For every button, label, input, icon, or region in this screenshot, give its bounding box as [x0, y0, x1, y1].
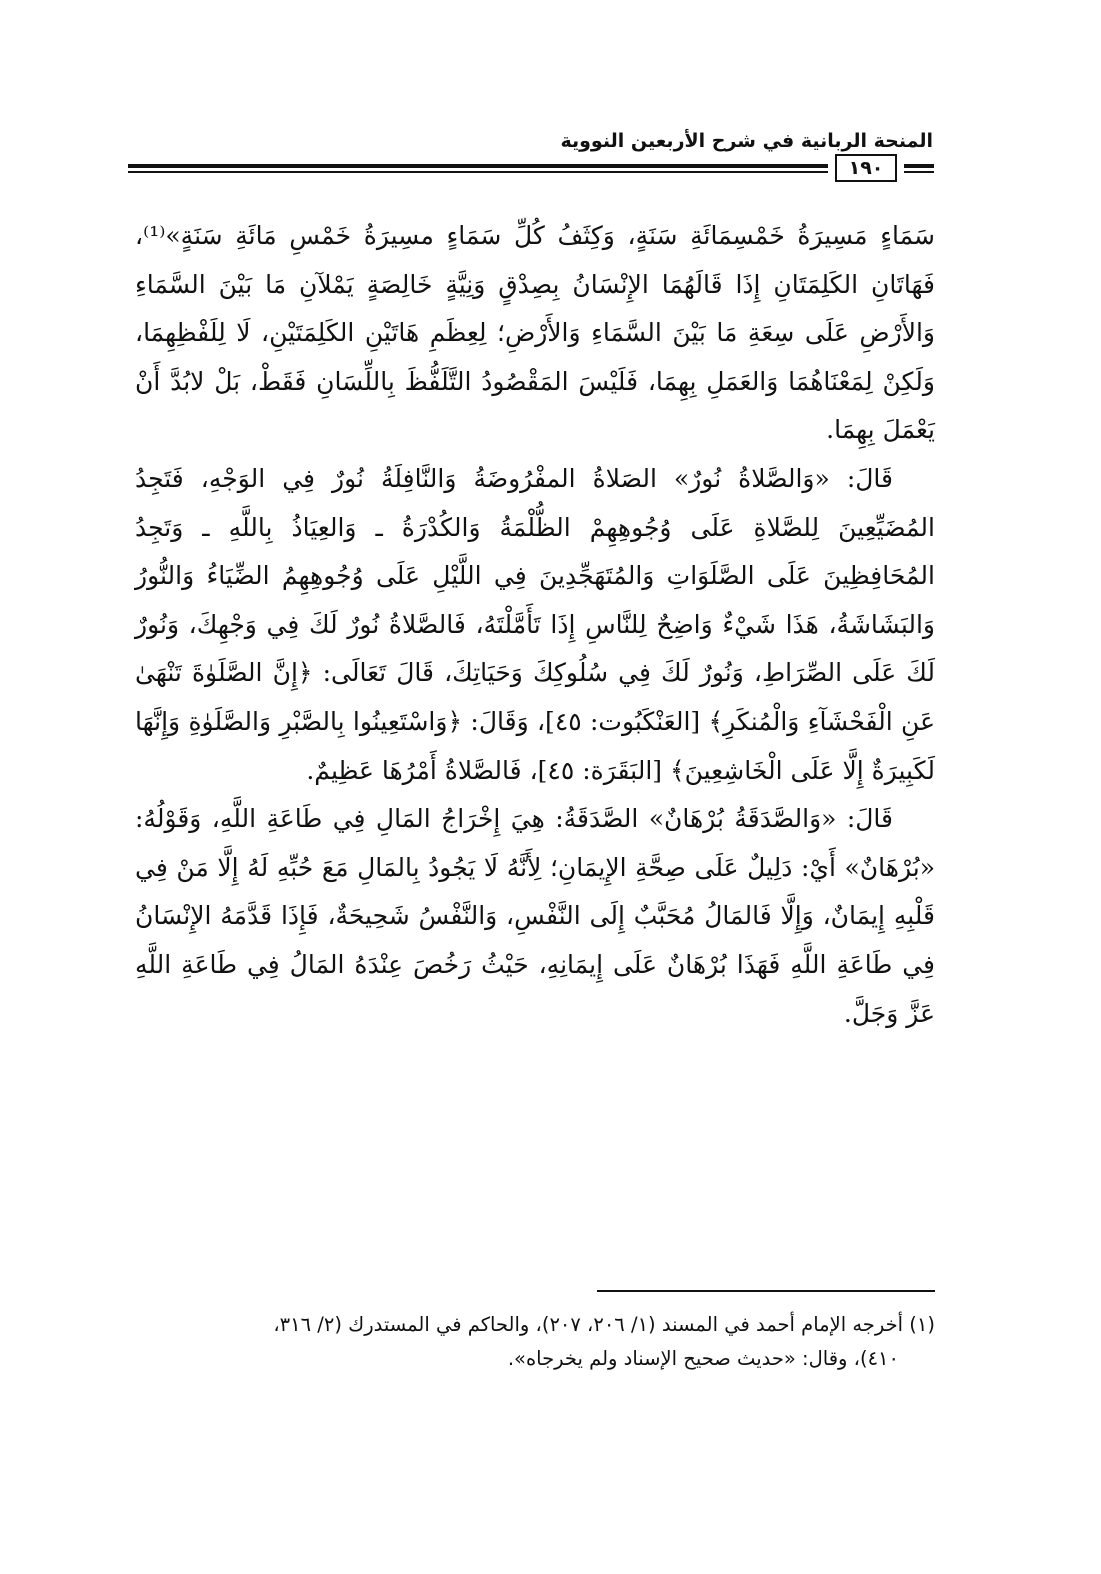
footnote-1-line-1: (١) أخرجه الإمام أحمد في المسند (١/ ٢٠٦، ٢٠٧)، والحاكم في المستدرك (٢/ ٣١٦،	[273, 1313, 935, 1336]
footnote-separator	[597, 1290, 935, 1292]
page-header	[128, 126, 935, 188]
header-rule-right-thin	[904, 171, 934, 173]
paragraph-2: قَالَ: «وَالصَّلاةُ نُورٌ» الصَلاةُ المفْرُوضَةُ وَالنَّافِلَةُ نُورٌ فِي الوَجْهِ، فَتَجِدُ المُضَيِّعِينَ لِلصَّلاةِ عَلَى وُجُوهِهِمْ الظُّلْمَةُ وَالكُدْرَةُ ـ وَالعِيَاذُ بِاللَّهِ ـ وَتَجِدُ المُحَافِظِينَ عَلَى الصَّلَوَاتِ وَالمُتَهَجِّدِينَ فِي اللَّيْلِ عَلَى وُجُوهِهِمُ الضِّيَاءُ وَالنُّورُ وَالبَشَاشَةُ، هَذَا شَيْءٌ وَاضِحٌ لِلنَّاسِ إِذَا تَأَمَّلْتَهُ، فَالصَّلاةُ نُورٌ لَكَ فِي وَجْهِكَ، وَنُورٌ لَكَ عَلَى الصِّرَاطِ، وَنُورٌ لَكَ فِي سُلُوكِكَ وَحَيَاتِكَ، قَالَ تَعَالَى: ﴿إِنَّ الصَّلَوٰةَ تَنْهَىٰ عَنِ الْفَحْشَآءِ وَالْمُنكَرِ﴾ [العَنْكَبُوت: ٤٥]، وَقَالَ: ﴿وَاسْتَعِينُوا بِالصَّبْرِ وَالصَّلَوٰةِ وَإِنَّهَا لَكَبِيرَةٌ إِلَّا عَلَى الْخَاشِعِينَ﴾ [البَقَرَة: ٤٥]، فَالصَّلاةُ أَمْرُهَا عَظِيمٌ.	[135, 463, 935, 785]
header-rule-thick	[128, 164, 828, 168]
footnote-1-line-2: ٤١٠)، وقال: «حديث صحيح الإسناد ولم يخرجاه».	[507, 1347, 899, 1370]
running-title: المنحة الربانية في شرح الأربعين النووية	[560, 130, 933, 152]
body-text	[135, 212, 935, 1038]
header-rule-right-thick	[904, 164, 934, 168]
header-rule-thin	[128, 171, 828, 173]
footnotes	[135, 1308, 935, 1376]
paragraph-1: سَمَاءٍ مَسِيرَةُ خَمْسِمَائَةِ سَنَةٍ، وَكِثَفُ كُلِّ سَمَاءٍ مسِيرَةُ خَمْسِ مَائَةِ سَنَةٍ»⁽¹⁾، فَهَاتَانِ الكَلِمَتَانِ إِذَا قَالَهُمَا الإِنْسَانُ بِصِدْقٍ وَنِيَّةٍ خَالِصَةٍ يَمْلآنِ مَا بَيْنَ السَّمَاءِ وَالأَرْضِ عَلَى سِعَةِ مَا بَيْنَ السَّمَاءِ وَالأَرْضِ؛ لِعِظَمِ هَاتَيْنِ الكَلِمَتَيْنِ، لَا لِلَفْظِهِمَا، وَلَكِنْ لِمَعْنَاهُمَا وَالعَمَلِ بِهِمَا، فَلَيْسَ المَقْصُودُ التَّلَفُّظَ بِاللِّسَانِ فَقَطْ، بَلْ لابُدَّ أَنْ يَعْمَلَ بِهِمَا.	[135, 221, 935, 445]
paragraph-3: قَالَ: «وَالصَّدَقَةُ بُرْهَانٌ» الصَّدَقَةُ: هِيَ إِخْرَاجُ المَالِ فِي طَاعَةِ اللَّهِ، وَقَوْلُهُ: «بُرْهَانٌ» أَيْ: دَلِيلٌ عَلَى صِحَّةِ الإِيمَانِ؛ لِأَنَّهُ لَا يَجُودُ بِالمَالِ مَعَ حُبِّهِ لَهُ إِلَّا مَنْ فِي قَلْبِهِ إِيمَانٌ، وَإِلَّا فَالمَالُ مُحَبَّبٌ إِلَى النَّفْسِ، وَالنَّفْسُ شَحِيحَةٌ، فَإِذَا قَدَّمَهُ الإِنْسَانُ فِي طَاعَةِ اللَّهِ فَهَذَا بُرْهَانٌ عَلَى إِيمَانِهِ، حَيْثُ رَخُصَ عِنْدَهُ المَالُ فِي طَاعَةِ اللَّهِ عَزَّ وَجَلَّ.	[135, 804, 935, 1028]
page-number: ١٩٠	[835, 154, 897, 182]
